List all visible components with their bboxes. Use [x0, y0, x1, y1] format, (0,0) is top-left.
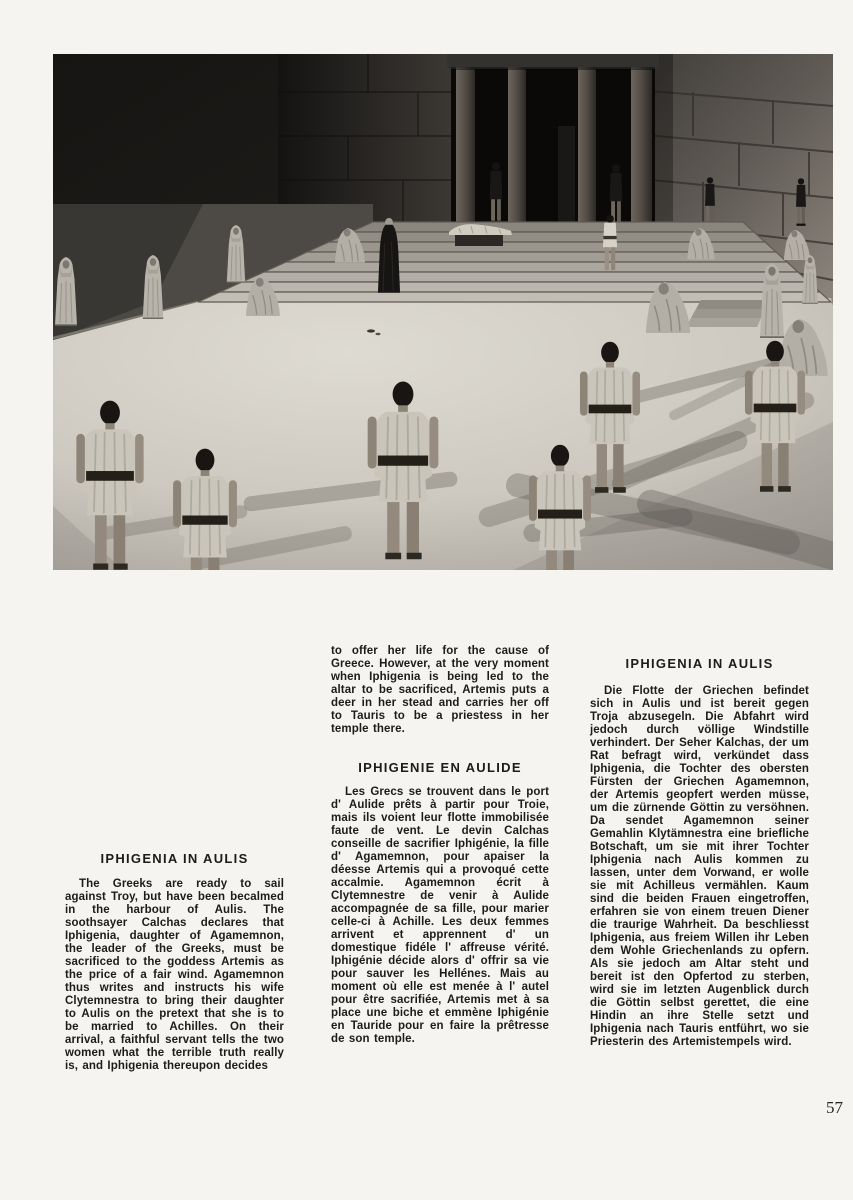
page-number: 57 [826, 1098, 843, 1117]
heading-german: IPHIGENIA IN AULIS [625, 656, 774, 671]
heading-french: IPHIGENIE EN AULIDE [358, 760, 522, 775]
stage-photo-illustration [53, 54, 833, 570]
heading-english: IPHIGENIA IN AULIS [100, 851, 249, 866]
body-english: The Greeks are ready to sail against Troy, but have been becalmed in the harbour of Aulis. The soothsayer Calchas declares that Iphigenia, daughter of Agamemnon, the leader of the Greeks, must be sacrificed to the goddess Artemis as the price of a fair wind. Agamemnon thus writes and instructs his wife Clytemnestra to bring their daughter to Aulis on the pretext that she is to be married to Achilles. On their arrival, a faithful servant tells the two women what the terrible truth really is, and Iphigenia thereupon decides [65, 878, 284, 1072]
temple-portico [447, 54, 659, 228]
temple-wall-left [278, 54, 458, 226]
body-german: Die Flotte der Griechen befindet sich in Aulis und ist bereit gegen Troja abzusegeln. Die Abfahrt wird jedoch durch völlige Windstille verhindert. Der Seher Kalchas, der um Rat befragt wird, verkündet dass Iphigenia, die Tochter des obersten Fürsten der Griechen Agamemnon, der Artemis geopfert werden müsse, um die zürnende Göttin zu versöhnen. Da sendet Agamemnon seiner Gemahlin Klytämnestra eine briefliche Botschaft, um sie mit ihrer Tochter Iphigenia nach Aulis kommen zu lassen, unter dem Vorwand, er wolle sie mit Achilleus vermählen. Kaum sind die beiden Frauen eingetroffen, erfahren sie von einem treuen Diener die traurige Wahrheit. Da beschliesst Iphigenia, aus freiem Willen ihr Leben dem Wohle Griechenlands zu opfern. Als sie jedoch am Altar steht und bereit ist den Opfertod zu sterben, wird sie im letzten Augenblick durch die Göttin selbst gerettet, die eine Hindin an ihre Stelle setzt und Iphigenia nach Tauris entführt, wo sie Priesterin des Artemistempels wird. [590, 685, 809, 1048]
stage-photo [53, 54, 833, 570]
column-german [590, 657, 809, 1049]
body-english-continuation: to offer her life for the cause of Greece. However, at the very moment when Iphigenia is being led to the altar to be sacrificed, Artemis puts a deer in her stead and carries her off to Tauris to be a priestess in her temple there. [331, 645, 549, 735]
column-middle [331, 645, 549, 1046]
body-french: Les Grecs se trouvent dans le port d' Aulide prêts à partir pour Troie, mais ils voient leur flotte immobilisée faute de vent. Le devin Calchas conseille de sacrifier Iphigénie, la fille d' Agamemnon, pour apaiser la déesse Artemis qui a provoqué cette accalmie. Agamemnon écrit à Clytemnestre de venir à Aulide accompagnée de sa fille, pour marier celle-ci à Achille. Les deux femmes arrivent et apprennent d' un domestique fidéle l' affreuse vérité. Iphigénie décide alors d' offrir sa vie pour sauver les Hellénes. Mais au moment où elle est menée à l' autel pour être sacrifiée, Artemis met à sa place une biche et emmène Iphigénie en Tauride pour en faire la prêtresse de son temple. [331, 786, 549, 1045]
column-english [65, 852, 284, 1073]
